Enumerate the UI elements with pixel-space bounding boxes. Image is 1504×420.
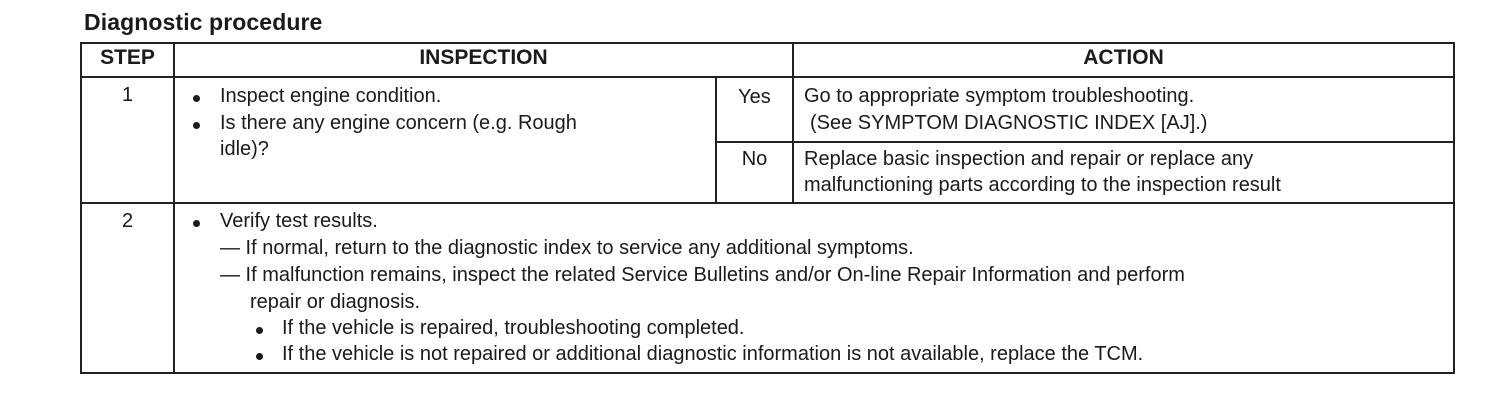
step-divider xyxy=(82,202,1453,204)
page-title: Diagnostic procedure xyxy=(84,9,323,35)
bullet-icon xyxy=(193,122,200,129)
step-2-number: 2 xyxy=(121,210,134,232)
step-1-yes-action-line-1: Go to appropriate symptom troubleshooting. xyxy=(804,85,1195,107)
step-1-yes-label: Yes xyxy=(738,86,771,108)
step-2-line-4: repair or diagnosis. xyxy=(250,291,421,313)
step-1-number: 1 xyxy=(121,84,134,106)
step-1-no-label: No xyxy=(741,148,768,170)
yes-no-divider xyxy=(715,141,1453,143)
header-divider xyxy=(82,76,1453,78)
header-inspection: INSPECTION xyxy=(419,46,548,69)
bullet-icon xyxy=(256,353,263,360)
step-1-inspection-line-1: Inspect engine condition. xyxy=(220,85,442,107)
step-2-line-3: — If malfunction remains, inspect the related Service Bulletins and/or On-line Repair Information and perform xyxy=(220,264,1185,286)
header-action: ACTION xyxy=(1083,46,1164,69)
bullet-icon xyxy=(256,327,263,334)
step-2-line-6: If the vehicle is not repaired or additional diagnostic information is not available, replace the TCM. xyxy=(282,343,1144,365)
bullet-icon xyxy=(193,220,200,227)
step-1-no-action-line-2: malfunctioning parts according to the inspection result xyxy=(804,174,1281,196)
column-divider-step xyxy=(173,44,175,372)
diagnostic-table xyxy=(80,42,1455,374)
step-2-line-5: If the vehicle is repaired, troubleshooting completed. xyxy=(282,317,745,339)
bullet-icon xyxy=(193,95,200,102)
step-2-line-1: Verify test results. xyxy=(220,210,378,232)
step-1-yes-action-line-2: (See SYMPTOM DIAGNOSTIC INDEX [AJ].) xyxy=(810,112,1208,134)
step-1-no-action-line-1: Replace basic inspection and repair or replace any xyxy=(804,148,1254,170)
step-1-inspection-line-2: Is there any engine concern (e.g. Rough xyxy=(220,112,577,134)
header-step: STEP xyxy=(100,46,155,69)
step-2-line-2: — If normal, return to the diagnostic index to service any additional symptoms. xyxy=(220,237,914,259)
step-1-inspection-line-3: idle)? xyxy=(220,138,269,160)
